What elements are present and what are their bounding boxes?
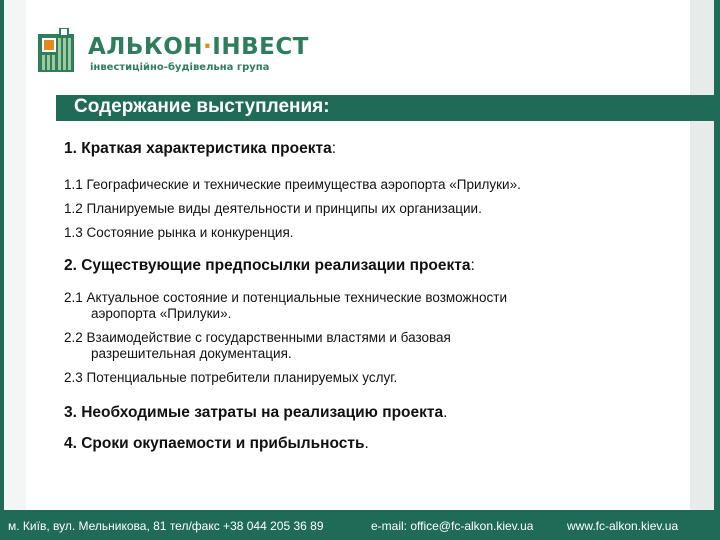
right-margin-band [690,0,714,540]
section-heading: 1. Краткая характеристика проекта: [64,140,337,157]
list-item: 2.1 Актуальное состояние и потенциальные технические возможности аэропорта «Прилуки». [64,290,507,321]
agenda-content [64,140,674,453]
list-item: 2.2 Взаимодействие с государственными властями и базовая разрешительная документация. [64,330,451,361]
list-item: 2.3 Потенциальные потребители планируемых услуг. [64,370,398,385]
section-heading: 2. Существующие предпосылки реализации проекта: [64,257,475,274]
logo-building-icon [38,28,82,72]
section-heading: 4. Сроки окупаемости и прибыльность. [64,435,369,452]
list-item: 1.2 Планируемые виды деятельности и принципы их организации. [64,201,482,216]
left-margin-band [4,0,26,540]
right-frame-border [714,0,720,540]
section-heading: 3. Необходимые затраты на реализацию проекта. [64,404,448,421]
company-logo [38,28,309,78]
footer-address: м. Київ, вул. Мельникова, 81 тел/факс +38 044 205 36 89 [8,519,324,533]
left-frame-border [0,0,4,540]
logo-tagline: інвестиційно-будівельна група [90,62,270,73]
footer-email-link[interactable]: e-mail: office@fc-alkon.kiev.ua [371,519,534,533]
footer-website-link[interactable]: www.fc-alkon.kiev.ua [567,519,679,533]
list-item: 1.1 Географические и технические преимущества аэропорта «Прилуки». [64,177,521,192]
logo-wordmark: АЛЬКОН·ІНВЕСТ [88,34,309,60]
list-item: 1.3 Состояние рынка и конкуренция. [64,225,294,240]
page-title: Содержание выступления: [74,96,330,117]
footer-bar [0,510,720,540]
